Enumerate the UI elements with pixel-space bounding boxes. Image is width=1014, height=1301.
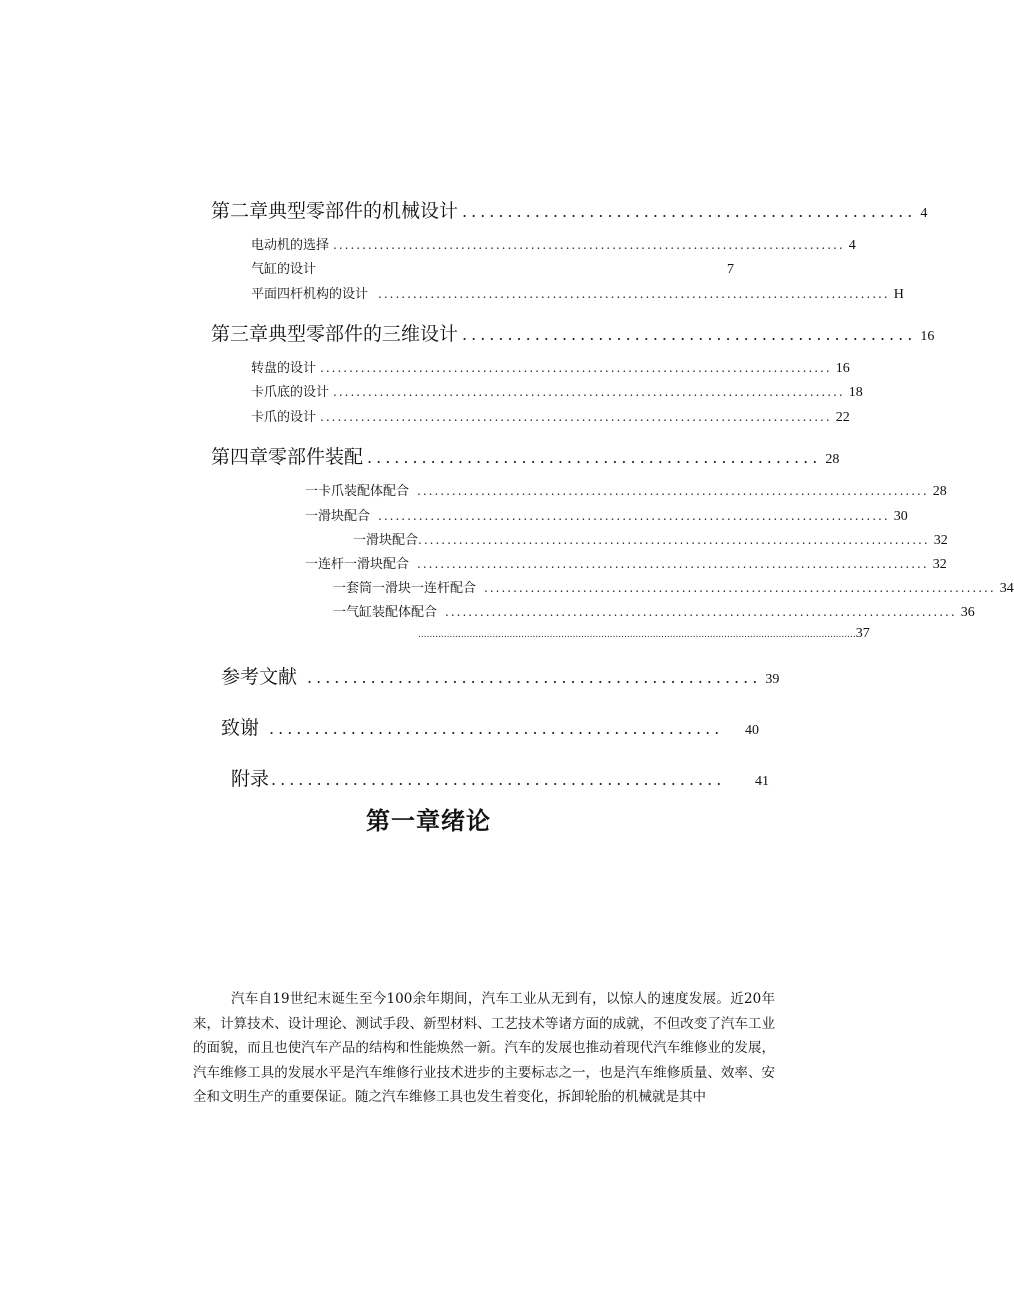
toc-entry-cylinder-assembly-fit: [333, 601, 975, 621]
toc-page: 37: [855, 626, 870, 641]
toc-entry-motor-selection: [251, 234, 856, 254]
body-paragraph: 汽车自19世纪末诞生至今100余年期间，汽车工业从无到有，以惊人的速度发展。近20年来，计算技术、设计理论、测试手段、新型材料、工艺技术等诸方面的成就，不但改变了汽车工业的面貌，而且也使汽车产品的结构和性能焕然一新。汽车的发展也推动着现代汽车维修业的发展，汽车维修工具的发展水平是汽车维修行业技术进步的主要标志之一，也是汽车维修质量、效率、安全和文明生产的重要保证。随之汽车维修工具也发生着变化，拆卸轮胎的机械就是其中: [193, 991, 775, 1105]
toc-leader: ........................................................................................: [417, 557, 929, 571]
toc-entry-four-bar-linkage: [251, 283, 904, 303]
toc-title: 第二章典型零部件的机械设计: [211, 200, 459, 222]
toc-title: 一卡爪装配体配合: [305, 484, 410, 499]
toc-entry-acknowledgements: [221, 713, 759, 739]
toc-title: 致谢: [221, 717, 260, 739]
toc-leader: ........................................................................................: [445, 605, 957, 619]
toc-page: 18: [848, 385, 863, 400]
toc-entry-cylinder-design: [251, 258, 734, 278]
toc-entry-untitled: [418, 626, 870, 646]
toc-leader: ..................................................: [307, 668, 762, 687]
toc-leader: ........................................................................................: [378, 287, 890, 301]
toc-entry-chapter-2: [211, 196, 928, 222]
toc-page: 36: [960, 605, 975, 620]
toc-entry-slider-fit-1: [305, 505, 908, 525]
toc-entry-claw-assembly-fit: [305, 480, 947, 500]
toc-page: 32: [932, 557, 947, 572]
toc-title: 一滑块配合: [305, 509, 371, 524]
toc-entry-chapter-4: [211, 442, 840, 468]
toc-entry-appendix: [231, 764, 769, 790]
toc-title: 第三章典型零部件的三维设计: [211, 323, 459, 345]
toc-leader: ........................................................................................: [333, 385, 845, 399]
toc-title: 一连杆一滑块配合: [305, 557, 410, 572]
toc-entry-references: [221, 662, 780, 688]
toc-leader: ..................................................: [462, 325, 917, 344]
toc-entry-slider-fit-2: [353, 529, 948, 549]
toc-page: 16: [920, 329, 935, 344]
toc-page: 34: [999, 581, 1014, 596]
toc-page: 28: [932, 484, 947, 499]
toc-title: 第四章零部件装配: [211, 446, 364, 468]
toc-leader: ........................................................................................: [320, 361, 832, 375]
toc-page: H: [893, 287, 904, 302]
toc-title: 参考文献: [221, 666, 298, 688]
toc-title: 附录: [231, 768, 270, 790]
toc-entry-sleeve-slider-link-fit: [333, 577, 1014, 597]
toc-page: 16: [835, 361, 850, 376]
toc-title: 卡爪底的设计: [251, 385, 330, 400]
toc-leader: ........................................................................................: [418, 533, 930, 547]
toc-leader: ..................................................: [462, 202, 917, 221]
toc-page: 30: [893, 509, 908, 524]
toc-title: 卡爪的设计: [251, 410, 317, 425]
toc-page: 7: [727, 262, 734, 277]
toc-title: 一气缸装配体配合: [333, 605, 438, 620]
toc-entry-turntable-design: [251, 357, 850, 377]
toc-entry-link-slider-fit: [305, 553, 947, 573]
toc-leader: ........................................................................................: [378, 509, 890, 523]
toc-page: 4: [848, 238, 856, 253]
toc-leader: ........................................................................................: [417, 484, 929, 498]
toc-title: 平面四杆机构的设计: [251, 287, 369, 302]
toc-title: 电动机的选择: [251, 238, 330, 253]
toc-page: 32: [933, 533, 948, 548]
toc-leader: ........................................................................................: [333, 238, 845, 252]
toc-leader: ..................................................: [271, 770, 726, 789]
toc-page: 40: [745, 723, 759, 738]
toc-entry-claw-base-design: [251, 381, 863, 401]
toc-page: 28: [825, 452, 840, 467]
toc-leader: .........................................................................................................................................................: [418, 630, 856, 640]
toc-page: 4: [920, 206, 928, 221]
toc-leader: ..................................................: [367, 448, 822, 467]
chapter-heading: 第一章绪论: [366, 807, 491, 835]
toc-leader: ........................................................................................: [320, 410, 832, 424]
toc-title: 气缸的设计: [251, 262, 317, 277]
toc-page: 41: [755, 774, 769, 789]
toc-title: 一滑块配合: [353, 533, 419, 548]
toc-page: 22: [835, 410, 850, 425]
toc-leader: ..................................................: [269, 719, 724, 738]
toc-leader: ........................................................................................: [484, 581, 996, 595]
toc-entry-chapter-3: [211, 319, 935, 345]
toc-title: 转盘的设计: [251, 361, 317, 376]
toc-page: 39: [765, 672, 780, 687]
toc-entry-claw-design: [251, 406, 850, 426]
toc-title: 一套筒一滑块一连杆配合: [333, 581, 477, 596]
